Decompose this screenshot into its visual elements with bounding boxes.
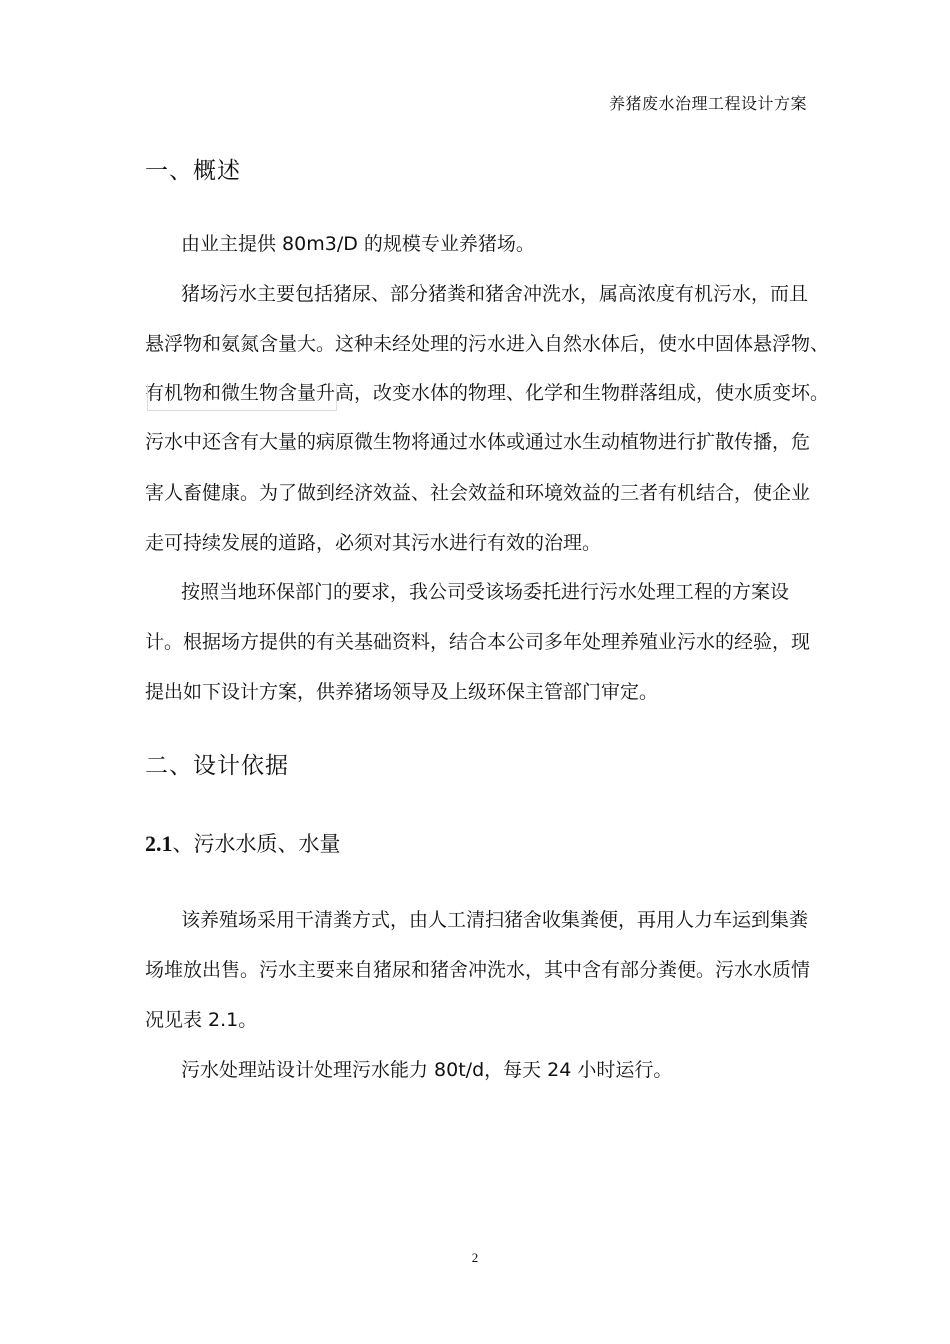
paragraph-line: 污水处理站设计处理污水能力 80t/d，每天 24 小时运行。 (181, 1059, 673, 1081)
paragraph-line: 按照当地环保部门的要求，我公司受该场委托进行污水处理工程的方案设 (181, 581, 790, 603)
paragraph-line: 悬浮物和氨氮含量大。这种未经处理的污水进入自然水体后，使水中固体悬浮物、 (145, 333, 830, 355)
subsection-number: 2.1 (145, 831, 173, 856)
page-header-title: 养猪废水治理工程设计方案 (608, 94, 807, 113)
paragraph-line: 污水中还含有大量的病原微生物将通过水体或通过水生动植物进行扩散传播，危 (145, 431, 811, 453)
section-heading-overview: 一、概述 (145, 158, 241, 184)
section-heading-design-basis: 二、设计依据 (145, 753, 289, 779)
paragraph-line: 场堆放出售。污水主要来自猪尿和猪舍冲洗水，其中含有部分粪便。污水水质情 (145, 959, 811, 981)
paragraph-line: 该养殖场采用干清粪方式，由人工清扫猪舍收集粪便，再用人力车运到集粪 (181, 909, 809, 931)
page-number: 2 (471, 1250, 479, 1265)
paragraph-line: 况见表 2.1。 (145, 1009, 258, 1031)
paragraph-line: 猪场污水主要包括猪尿、部分猪粪和猪舍冲洗水，属高浓度有机污水，而且 (181, 283, 809, 305)
paragraph-line: 提出如下设计方案，供养猪场领导及上级环保主管部门审定。 (145, 681, 659, 703)
paragraph-line: 有机物和微生物含量升高，改变水体的物理、化学和生物群落组成，使水质变坏。 (145, 382, 830, 404)
paragraph-line: 计。根据场方提供的有关基础资料，结合本公司多年处理养殖业污水的经验，现 (145, 631, 811, 653)
paragraph-line: 走可持续发展的道路，必须对其污水进行有效的治理。 (145, 532, 602, 554)
subsection-title: 、污水水质、水量 (172, 832, 341, 856)
subsection-heading (145, 828, 341, 858)
paragraph-line: 由业主提供 80m3/D 的规模专业养猪场。 (181, 233, 535, 255)
paragraph-line: 害人畜健康。为了做到经济效益、社会效益和环境效益的三者有机结合，使企业 (145, 482, 811, 504)
